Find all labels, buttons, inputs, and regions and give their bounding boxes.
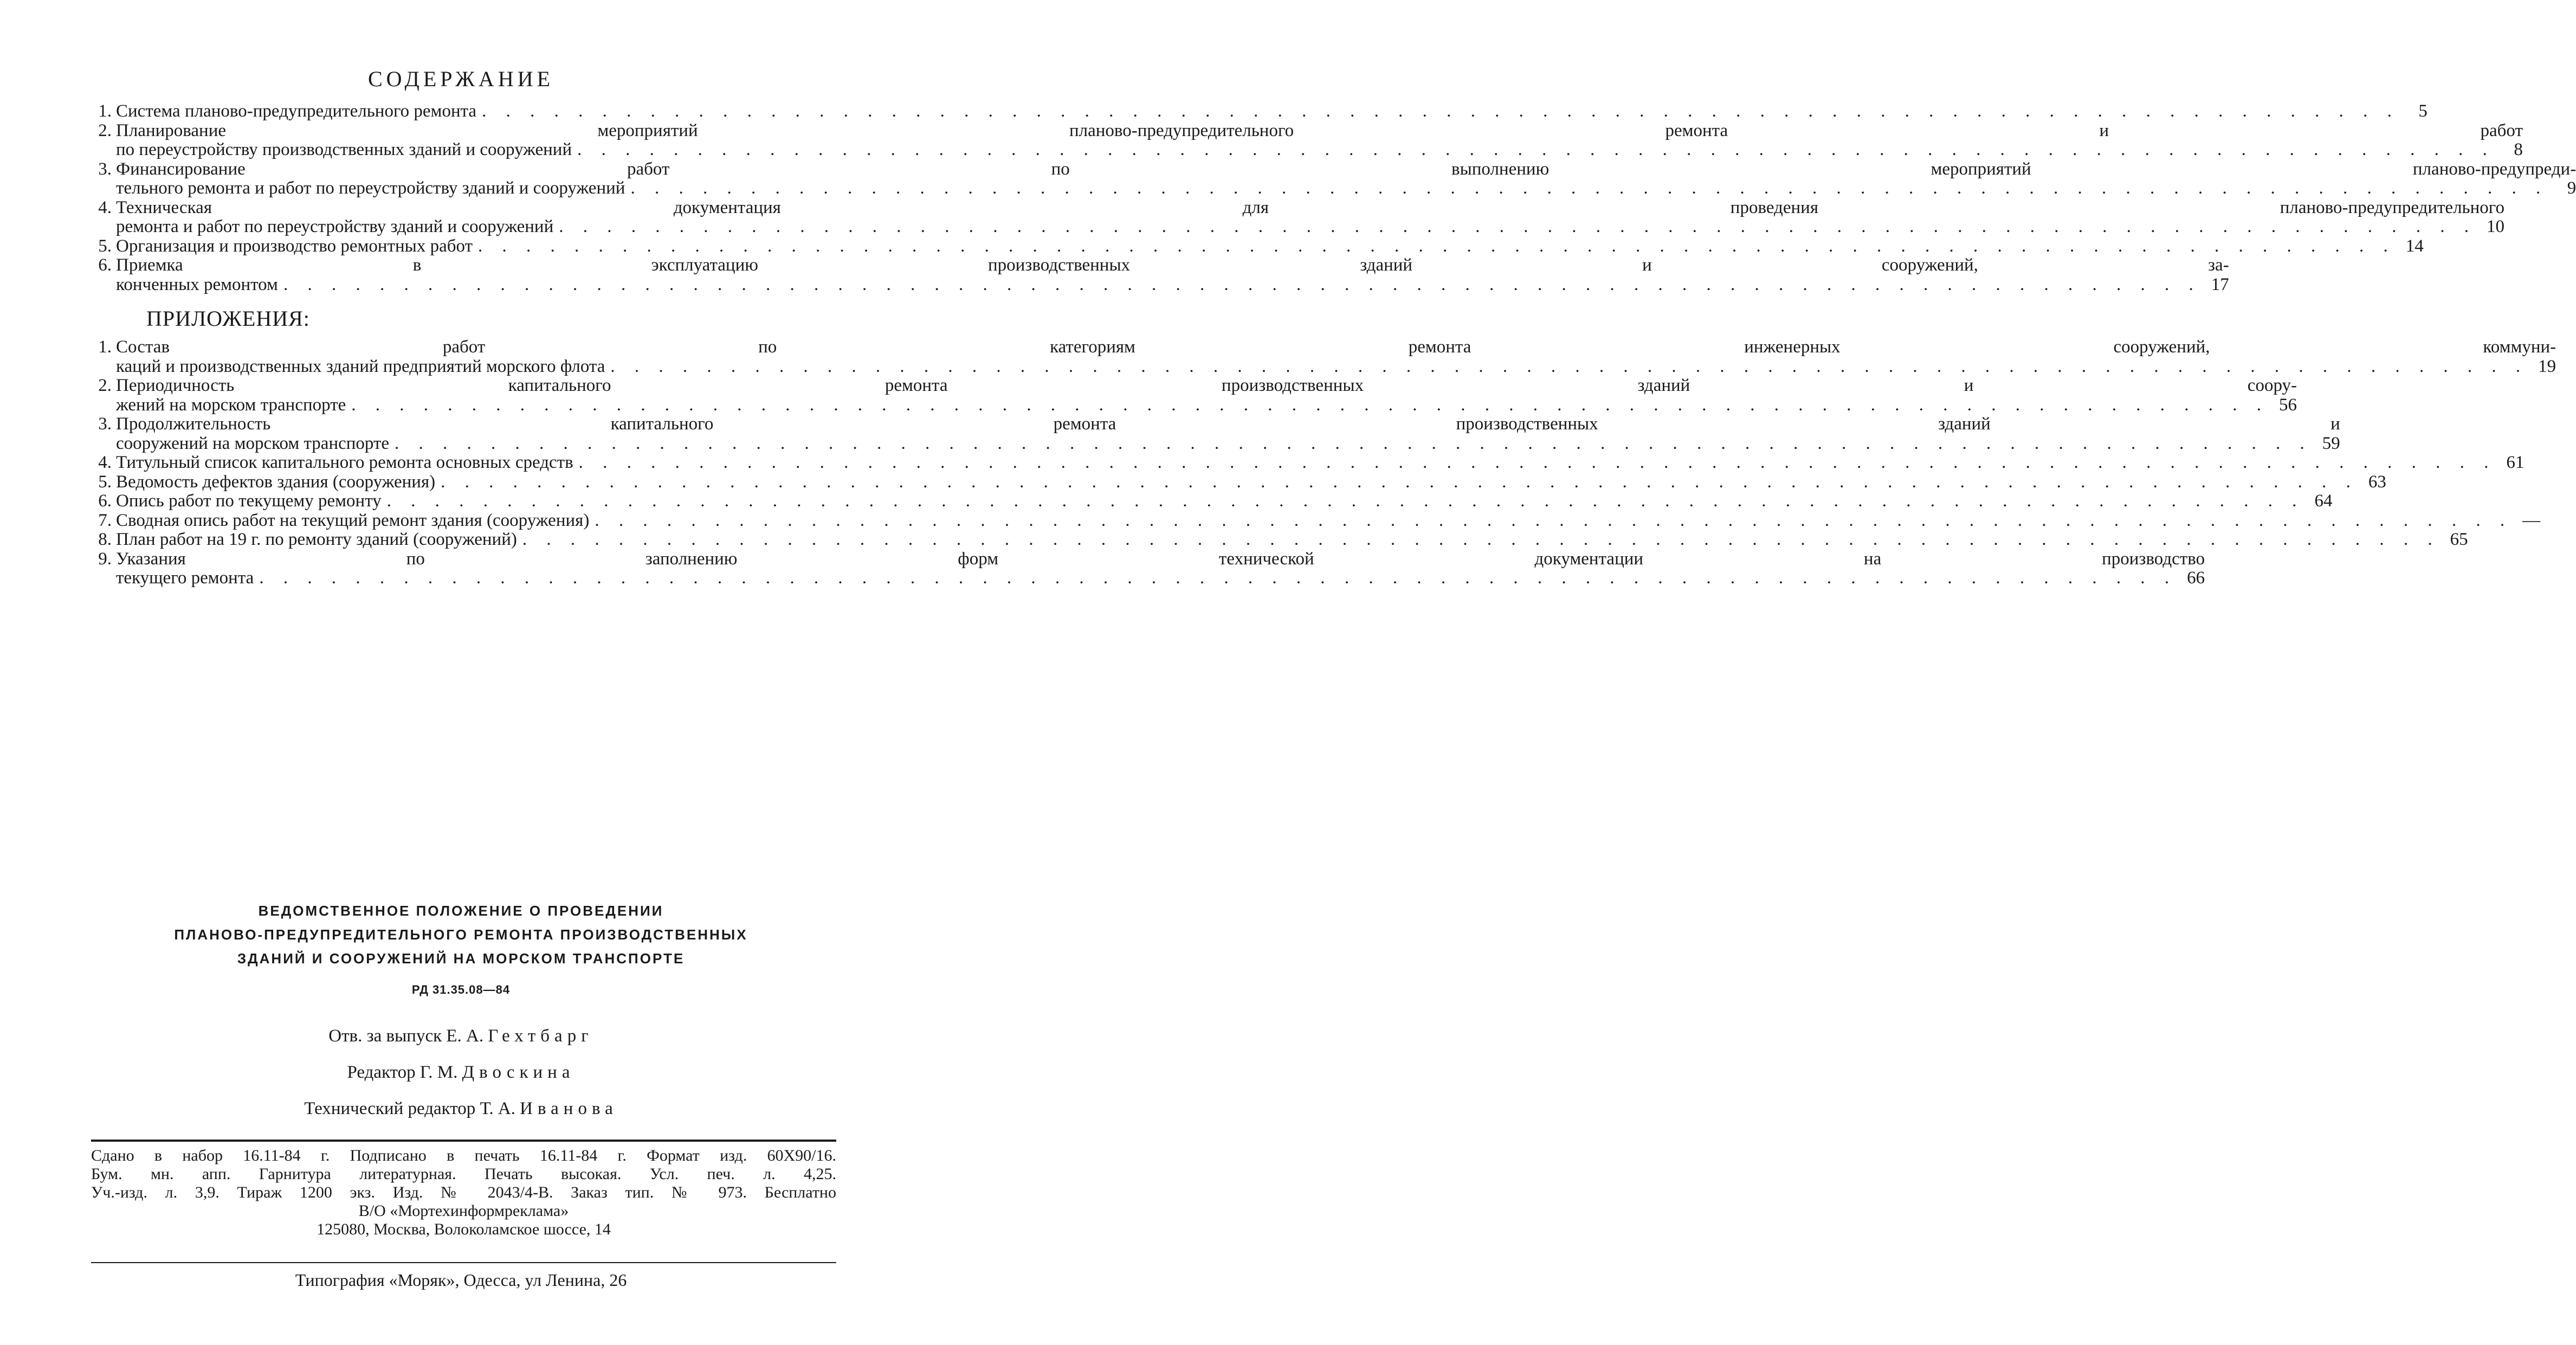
entry-page-number: 5 xyxy=(2418,101,2427,121)
entry-text xyxy=(116,198,2504,237)
entry-line: текущего ремонта xyxy=(116,568,254,588)
entry-number: 8. xyxy=(98,530,112,549)
entry-page-number: 63 xyxy=(2368,472,2386,492)
entry-line: сооружений на морском транспорте xyxy=(116,433,390,453)
entry-number: 6. xyxy=(98,491,112,511)
credit-role: Отв. за выпуск Е. А. xyxy=(328,1026,484,1046)
entry-page-number: — xyxy=(2522,510,2541,530)
entry-number: 9. xyxy=(98,549,112,569)
entry-number: 3. xyxy=(98,159,112,179)
entry-number: 5. xyxy=(98,472,112,492)
entry-line: Организация и производство ремонтных работ xyxy=(116,236,473,256)
dot-leader: . . . . . . . . . . . . . . . . . . . . . . . . . . . . . . . . . . . . . . . . . . . . . . . . . . . . . . . . . . . . . . . . . . . . . . . . . . . . . . . . xyxy=(386,491,2304,511)
entry-line: Продолжительность капитального ремонта производственных зданий и xyxy=(116,414,2340,434)
appendix-entry xyxy=(87,472,2386,492)
imprint-address: 125080, Москва, Волоколамское шоссе, 14 xyxy=(317,1220,611,1238)
entry-text xyxy=(116,453,2524,473)
entry-page-number: 19 xyxy=(2538,356,2556,376)
imprint-line: Сдано в набор 16.11-84 г. Подписано в печать 16.11-84 г. Формат изд. 60X90/16. xyxy=(91,1147,836,1164)
entry-line: План работ на 19 г. по ремонту зданий (сооружений) xyxy=(116,530,517,549)
entry-text xyxy=(116,550,2205,588)
entry-line: жений на морском транспорте xyxy=(116,395,346,415)
document-title-line: ЗДАНИЙ И СООРУЖЕНИЙ НА МОРСКОМ ТРАНСПОРТЕ xyxy=(237,950,685,967)
entry-page-number: 9 xyxy=(2567,178,2576,198)
appendix-entry xyxy=(87,491,2333,511)
entry-line: Состав работ по категориям ремонта инженерных сооружений, коммуни- xyxy=(116,337,2556,357)
entry-last-line xyxy=(116,473,2386,492)
appendix-entry xyxy=(87,453,2525,473)
contents-entry xyxy=(87,197,2504,237)
entry-last-line xyxy=(116,511,2540,531)
document-title xyxy=(0,899,922,970)
contents-entry xyxy=(87,159,2576,198)
contents-heading: СОДЕРЖАНИЕ xyxy=(367,67,554,91)
imprint-block xyxy=(91,1147,836,1239)
entry-page-number: 59 xyxy=(2322,433,2340,453)
credit-role: Технический редактор Т. А. xyxy=(304,1099,515,1118)
appendix-entry xyxy=(87,549,2205,588)
entry-last-line xyxy=(116,492,2332,511)
entry-text xyxy=(116,237,2424,256)
entry-page-number: 14 xyxy=(2405,236,2424,256)
document-code: РД 31.35.08—84 xyxy=(411,983,511,996)
entry-last-line xyxy=(116,179,2576,198)
entry-line: Указания по заполнению форм технической документации на производство xyxy=(116,549,2205,569)
appendices-heading: ПРИЛОЖЕНИЯ: xyxy=(146,306,310,331)
entry-text xyxy=(116,256,2229,294)
entry-last-line xyxy=(116,140,2523,160)
entry-number: 1. xyxy=(98,101,112,121)
entry-line: Техническая документация для проведения планово-предупредительного xyxy=(116,197,2504,217)
entry-number: 4. xyxy=(98,453,112,472)
entry-number: 7. xyxy=(98,510,112,530)
entry-number: 4. xyxy=(98,197,112,217)
entry-page-number: 8 xyxy=(2514,140,2523,159)
dot-leader: . . . . . . . . . . . . . . . . . . . . . . . . . . . . . . . . . . . . . . . . . . . . . . . . . . . . . . . . . . . . . . . . . . . . . . . . . . . . . . . . xyxy=(595,510,2513,530)
imprint-top-rule xyxy=(91,1140,836,1142)
entry-last-line xyxy=(116,569,2205,588)
appendix-entry xyxy=(87,376,2297,415)
document-title-line: ПЛАНОВО-ПРЕДУПРЕДИТЕЛЬНОГО РЕМОНТА ПРОИЗВОДСТВЕННЫХ xyxy=(174,926,748,943)
entry-number: 6. xyxy=(98,255,112,275)
entry-page-number: 56 xyxy=(2279,395,2297,415)
appendices-list xyxy=(87,337,2556,588)
dot-leader: . . . . . . . . . . . . . . . . . . . . . . . . . . . . . . . . . . . . . . . . . . . . . . . . . . . . . . . . . . . . . . . . . . . . . . . . . . . . . . . . xyxy=(482,101,2399,121)
entry-page-number: 64 xyxy=(2314,491,2333,511)
entry-line: Планирование мероприятий планово-предупредительного ремонта и работ xyxy=(116,120,2523,140)
imprint-line: Бум. мн. апп. Гарнитура литературная. Печать высокая. Усл. печ. л. 4,25. xyxy=(91,1165,836,1183)
entry-text xyxy=(116,338,2556,376)
entry-last-line xyxy=(116,217,2504,237)
entry-text xyxy=(116,492,2332,511)
entry-line: по переустройству производственных зданий и сооружений xyxy=(116,140,572,159)
imprint-bottom-rule xyxy=(91,1262,836,1263)
document-title-line: ВЕДОМСТВЕННОЕ ПОЛОЖЕНИЕ О ПРОВЕДЕНИИ xyxy=(258,903,664,919)
dot-leader: . . . . . . . . . . . . . . . . . . . . . . . . . . . . . . . . . . . . . . . . . . . . . . . . . . . . . . . . . . . . . . . . . . . . . . . . . . . . . . . . xyxy=(395,433,2312,453)
entry-line: тельного ремонта и работ по переустройству зданий и сооружений xyxy=(116,178,625,198)
entry-number: 3. xyxy=(98,414,112,434)
entry-line: Сводная опись работ на текущий ремонт здания (сооружения) xyxy=(116,510,590,530)
contents-entry xyxy=(87,236,2424,256)
entry-page-number: 61 xyxy=(2506,453,2525,472)
entry-line: Финансирование работ по выполнению мероприятий планово-предупреди- xyxy=(116,159,2576,179)
dot-leader: . . . . . . . . . . . . . . . . . . . . . . . . . . . . . . . . . . . . . . . . . . . . . . . . . . . . . . . . . . . . . . . . . . . . . . . . . . . . . . . . xyxy=(478,236,2396,256)
credit-name: Двоскина xyxy=(462,1063,575,1082)
entry-last-line xyxy=(116,434,2340,454)
entry-last-line xyxy=(116,357,2556,377)
dot-leader: . . . . . . . . . . . . . . . . . . . . . . . . . . . . . . . . . . . . . . . . . . . . . . . . . . . . . . . . . . . . . . . . . . . . . . . . . . . . . . . . xyxy=(630,178,2548,198)
entry-number: 1. xyxy=(98,337,112,357)
appendix-entry xyxy=(87,530,2468,550)
dot-leader: . . . . . . . . . . . . . . . . . . . . . . . . . . . . . . . . . . . . . . . . . . . . . . . . . . . . . . . . . . . . . . . . . . . . . . . . . . . . . . . . xyxy=(259,568,2177,588)
entry-number: 2. xyxy=(98,376,112,395)
entry-text xyxy=(116,530,2468,550)
contents-entry xyxy=(87,255,2229,294)
entry-last-line xyxy=(116,530,2468,550)
entry-text xyxy=(116,160,2576,198)
entry-text xyxy=(116,376,2297,415)
entry-line: конченных ремонтом xyxy=(116,274,278,294)
entry-page-number: 17 xyxy=(2211,274,2229,294)
credit-name: Гехтбарг xyxy=(488,1026,593,1046)
dot-leader: . . . . . . . . . . . . . . . . . . . . . . . . . . . . . . . . . . . . . . . . . . . . . . . . . . . . . . . . . . . . . . . . . . . . . . . . . . . . . . . . xyxy=(522,530,2440,549)
dot-leader: . . . . . . . . . . . . . . . . . . . . . . . . . . . . . . . . . . . . . . . . . . . . . . . . . . . . . . . . . . . . . . . . . . . . . . . . . . . . . . . . xyxy=(283,274,2201,294)
appendix-entry xyxy=(87,337,2556,376)
entry-page-number: 10 xyxy=(2486,217,2504,236)
entry-line: Титульный список капитального ремонта основных средств xyxy=(116,453,573,472)
dot-leader: . . . . . . . . . . . . . . . . . . . . . . . . . . . . . . . . . . . . . . . . . . . . . . . . . . . . . . . . . . . . . . . . . . . . . . . . . . . . . . . . xyxy=(441,472,2358,492)
entry-number: 5. xyxy=(98,236,112,256)
contents-entry xyxy=(87,120,2523,160)
dot-leader: . . . . . . . . . . . . . . . . . . . . . . . . . . . . . . . . . . . . . . . . . . . . . . . . . . . . . . . . . . . . . . . . . . . . . . . . . . . . . . . . xyxy=(610,356,2528,376)
entry-last-line xyxy=(116,237,2424,256)
entry-number: 2. xyxy=(98,120,112,140)
dot-leader: . . . . . . . . . . . . . . . . . . . . . . . . . . . . . . . . . . . . . . . . . . . . . . . . . . . . . . . . . . . . . . . . . . . . . . . . . . . . . . . . xyxy=(351,395,2269,415)
entry-line: каций и производственных зданий предприятий морского флота xyxy=(116,356,605,376)
dot-leader: . . . . . . . . . . . . . . . . . . . . . . . . . . . . . . . . . . . . . . . . . . . . . . . . . . . . . . . . . . . . . . . . . . . . . . . . . . . . . . . . xyxy=(559,217,2476,236)
entry-last-line xyxy=(116,275,2229,295)
entry-last-line xyxy=(116,396,2297,415)
contents-list xyxy=(87,101,2576,294)
entry-text xyxy=(116,511,2540,531)
credit-editor xyxy=(0,1063,922,1083)
entry-page-number: 65 xyxy=(2450,530,2468,549)
imprint-line: Уч.-изд. л. 3,9. Тираж 1200 экз. Изд. № 2043/4-В. Заказ тип. № 973. Бесплатно xyxy=(91,1183,836,1201)
dot-leader: . . . . . . . . . . . . . . . . . . . . . . . . . . . . . . . . . . . . . . . . . . . . . . . . . . . . . . . . . . . . . . . . . . . . . . . . . . . . . . . . xyxy=(578,453,2496,472)
entry-text xyxy=(116,102,2427,121)
contents-entry xyxy=(87,101,2427,121)
entry-line: Ведомость дефектов здания (сооружения) xyxy=(116,472,436,492)
entry-text xyxy=(116,121,2523,160)
entry-last-line xyxy=(116,102,2427,121)
credit-responsible xyxy=(0,1026,922,1046)
entry-text xyxy=(116,415,2340,453)
appendix-entry xyxy=(87,414,2340,453)
credit-name: Иванова xyxy=(520,1099,618,1118)
entry-line: Периодичность капитального ремонта производственных зданий и соору- xyxy=(116,376,2297,395)
appendix-entry xyxy=(87,510,2541,531)
dot-leader: . . . . . . . . . . . . . . . . . . . . . . . . . . . . . . . . . . . . . . . . . . . . . . . . . . . . . . . . . . . . . . . . . . . . . . . . . . . . . . . . xyxy=(577,140,2495,159)
entry-line: Приемка в эксплуатацию производственных зданий и сооружений, за- xyxy=(116,255,2229,275)
credit-role: Редактор Г. М. xyxy=(347,1063,458,1082)
imprint-publisher: В/О «Мортехинформреклама» xyxy=(358,1202,569,1220)
credit-tech-editor xyxy=(0,1099,922,1119)
entry-line: Система планово-предупредительного ремонта xyxy=(116,101,477,121)
entry-line: ремонта и работ по переустройству зданий и сооружений xyxy=(116,217,554,236)
entry-page-number: 66 xyxy=(2187,568,2205,588)
entry-line: Опись работ по текущему ремонту xyxy=(116,491,382,511)
imprint-printer: Типография «Моряк», Одесса, ул Ленина, 26 xyxy=(295,1270,627,1290)
entry-text xyxy=(116,473,2386,492)
entry-last-line xyxy=(116,453,2524,473)
